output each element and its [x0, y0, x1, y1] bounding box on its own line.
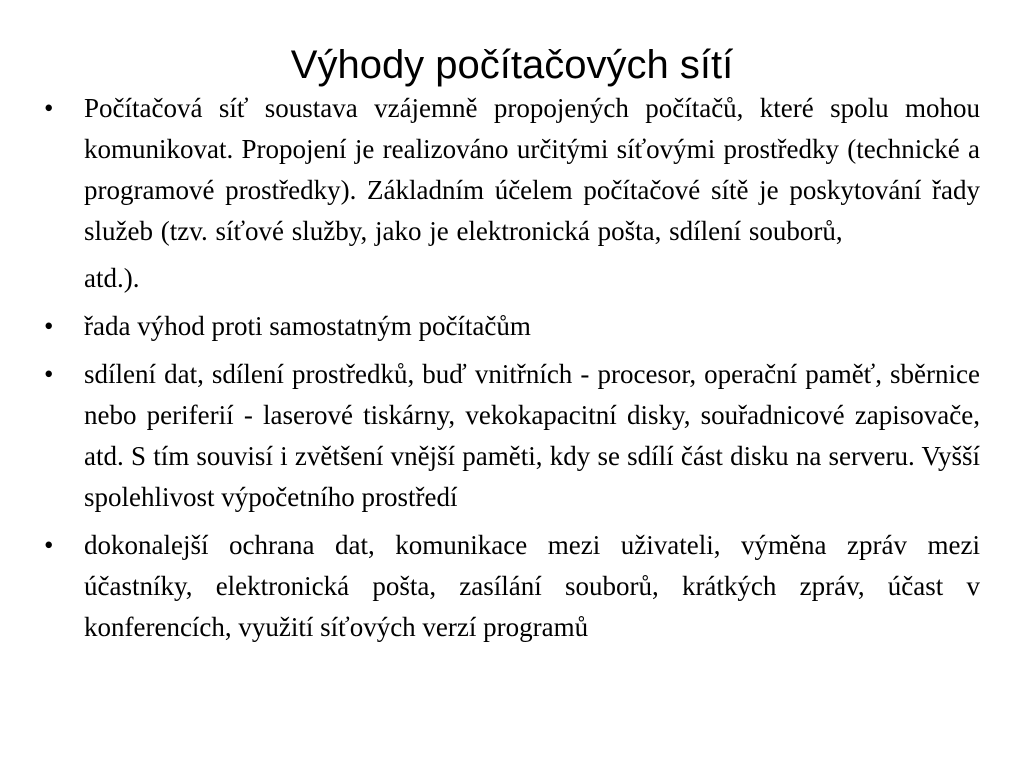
slide-title: Výhody počítačových sítí — [290, 43, 734, 87]
bullet-dot-icon: • — [44, 311, 54, 341]
bullet-item-network-definition — [44, 88, 980, 299]
bullet-list — [44, 88, 980, 655]
bullet-text: Počítačová síť soustava vzájemně propojených počítačů, které spolu mohou komunikovat. Propojení je realizováno určitými síťovými prostředky (technické a programové prostředky). Základním účelem počítačové sítě je poskytování řady služeb (tzv. síťové služby, jako je elektronická pošta, sdílení souborů, — [84, 93, 980, 246]
bullet-text: dokonalejší ochrana dat, komunikace mezi uživateli, výměna zpráv mezi účastníky, elektronická pošta, zasílání souborů, krátkých zpráv, účast v konferencích, využití síťových verzí programů — [84, 530, 980, 642]
bullet-text-tail: atd.). — [84, 263, 140, 293]
bullet-dot-icon: • — [44, 530, 54, 560]
bullet-text: řada výhod proti samostatným počítačům — [84, 311, 531, 341]
bullet-item-advantages — [44, 306, 980, 347]
bullet-item-resource-sharing — [44, 354, 980, 518]
bullet-text: sdílení dat, sdílení prostředků, buď vnitřních - procesor, operační paměť, sběrnice nebo periferií - laserové tiskárny, vekokapacitní disky, souřadnicové zapisovače, atd. S tím souvisí i zvětšení vnější paměti, kdy se sdílí část disku na serveru. Vyšší spolehlivost výpočetního prostředí — [84, 359, 980, 512]
bullet-dot-icon: • — [44, 93, 54, 123]
bullet-item-data-protection — [44, 525, 980, 648]
bullet-dot-icon: • — [44, 359, 54, 389]
